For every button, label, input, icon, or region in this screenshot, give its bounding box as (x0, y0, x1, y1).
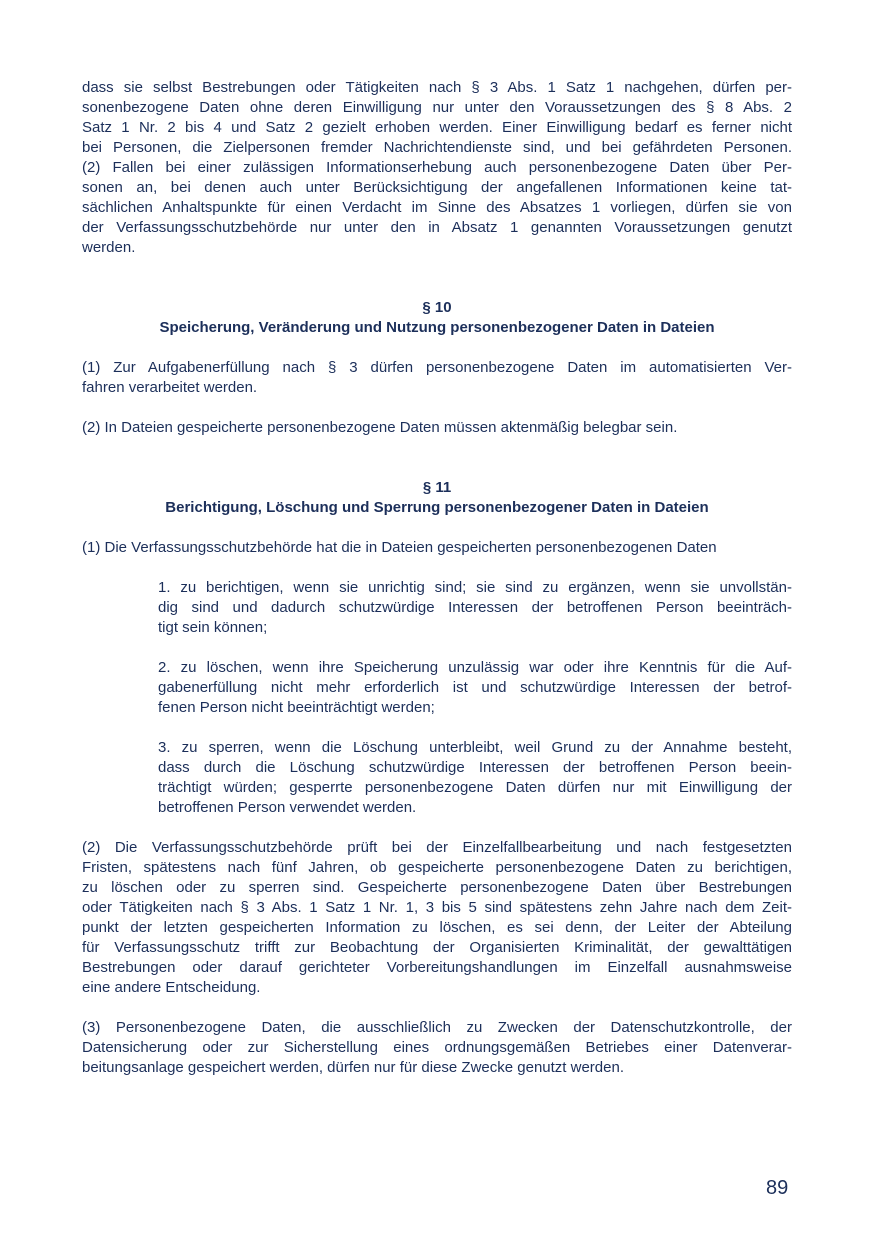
section-number: § 10 (422, 299, 452, 316)
intro-paragraph (82, 78, 792, 258)
text-line: gabenerfüllung nicht mehr erforderlich ist und schutzwürdige Interessen der betrof- (158, 679, 792, 696)
text-line: trächtigt würden; gesperrte personenbezogene Daten dürfen nur mit Einwilligung der (158, 779, 792, 796)
section-10 (82, 298, 792, 438)
text-line: beitungsanlage gespeichert werden, dürfen nur für diese Zwecke genutzt werden. (82, 1059, 624, 1076)
document-page (82, 78, 792, 1078)
section-title: Berichtigung, Löschung und Sperrung personenbezogener Daten in Dateien (165, 499, 709, 516)
text-line: werden. (82, 239, 136, 256)
text-line: (2) Fallen bei einer zulässigen Informationserhebung auch personenbezogene Daten über Per- (82, 159, 792, 176)
text-line: Satz 1 Nr. 2 bis 4 und Satz 2 gezielt erhoben werden. Einer Einwilligung bedarf es ferner nicht (82, 119, 792, 136)
text-line: sonen an, bei denen auch unter Berücksichtigung der angefallenen Informationen keine tat- (82, 179, 792, 196)
text-line: zu löschen oder zu sperren sind. Gespeicherte personenbezogene Daten über Bestrebungen (82, 879, 792, 896)
text-line: (1) Zur Aufgabenerfüllung nach § 3 dürfen personenbezogene Daten im automatisierten Ver- (82, 359, 792, 376)
text-line: 1. zu berichtigen, wenn sie unrichtig sind; sie sind zu ergänzen, wenn sie unvollstän- (158, 579, 792, 596)
text-line: dass durch die Löschung schutzwürdige Interessen der betroffenen Person beein- (158, 759, 792, 776)
text-line: 2. zu löschen, wenn ihre Speicherung unzulässig war oder ihre Kenntnis für die Auf- (158, 659, 792, 676)
text-line: 3. zu sperren, wenn die Löschung unterbleibt, weil Grund zu der Annahme besteht, (158, 739, 792, 756)
list-item (82, 738, 792, 818)
text-line: fahren verarbeitet werden. (82, 379, 258, 396)
section-number: § 11 (422, 479, 452, 496)
text-line: fenen Person nicht beeinträchtigt werden; (158, 699, 435, 716)
text-line: Bestrebungen oder darauf gerichteter Vorbereitungshandlungen im Einzelfall ausnahmsweise (82, 959, 792, 976)
section-paragraph (82, 538, 792, 558)
section-paragraph (82, 1018, 792, 1078)
text-line: Fristen, spätestens nach fünf Jahren, ob gespeicherte personenbezogene Daten zu berichtigen, (82, 859, 792, 876)
text-line: betroffenen Person verwendet werden. (158, 799, 417, 816)
section-paragraph (82, 838, 792, 998)
text-line: der Verfassungsschutzbehörde nur unter den in Absatz 1 genannten Voraussetzungen genutzt (82, 219, 792, 236)
text-line: dig sind und dadurch schutzwürdige Interessen der betroffenen Person beeinträch- (158, 599, 792, 616)
text-line: sonenbezogene Daten ohne deren Einwilligung nur unter den Voraussetzungen des § 8 Abs. 2 (82, 99, 792, 116)
section-paragraph (82, 418, 792, 438)
text-line: (1) Die Verfassungsschutzbehörde hat die in Dateien gespeicherten personenbezogenen Daten (82, 539, 717, 556)
text-line: eine andere Entscheidung. (82, 979, 261, 996)
list-item (82, 658, 792, 718)
section-11 (82, 478, 792, 1078)
text-line: punkt der letzten gespeicherten Information zu löschen, es sei denn, der Leiter der Abteilung (82, 919, 792, 936)
text-line: (2) Die Verfassungsschutzbehörde prüft bei der Einzelfallbearbeitung und nach festgesetzten (82, 839, 792, 856)
text-line: tigt sein können; (158, 619, 268, 636)
text-line: bei Personen, die Zielpersonen fremder Nachrichtendienste sind, und bei gefährdeten Personen. (82, 139, 792, 156)
text-line: Datensicherung oder zur Sicherstellung eines ordnungsgemäßen Betriebes einer Datenverar- (82, 1039, 792, 1056)
section-paragraph (82, 358, 792, 398)
page-number: 89 (766, 1177, 789, 1199)
text-line: (3) Personenbezogene Daten, die ausschließlich zu Zwecken der Datenschutzkontrolle, der (82, 1019, 792, 1036)
text-line: für Verfassungsschutz trifft zur Beobachtung der Organisierten Kriminalität, der gewalttätigen (82, 939, 792, 956)
text-line: oder Tätigkeiten nach § 3 Abs. 1 Satz 1 Nr. 1, 3 bis 5 sind spätestens zehn Jahre nach dem Zeit- (82, 899, 792, 916)
text-line: sächlichen Anhaltspunkte für einen Verdacht im Sinne des Absatzes 1 vorliegen, dürfen sie von (82, 199, 792, 216)
list-item (82, 578, 792, 638)
text-line: dass sie selbst Bestrebungen oder Tätigkeiten nach § 3 Abs. 1 Satz 1 nachgehen, dürfen per- (82, 79, 792, 96)
text-line: (2) In Dateien gespeicherte personenbezogene Daten müssen aktenmäßig belegbar sein. (82, 419, 678, 436)
section-title: Speicherung, Veränderung und Nutzung personenbezogener Daten in Dateien (159, 319, 715, 336)
